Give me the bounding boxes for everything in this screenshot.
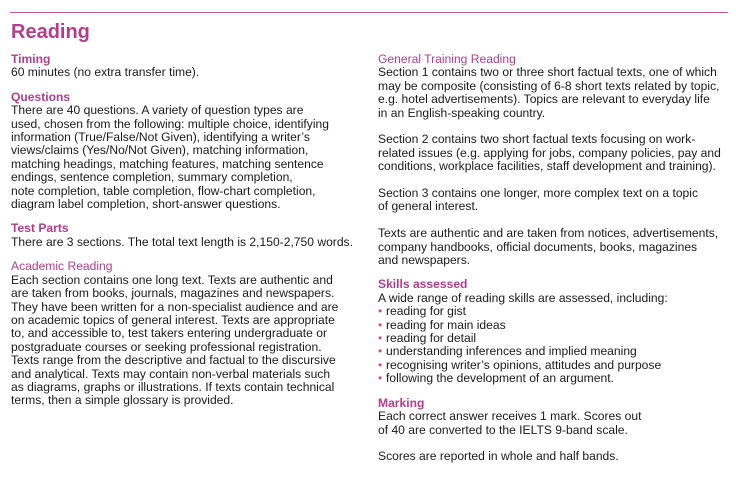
text-line: matching headings, matching features, matching sentence xyxy=(11,156,324,171)
text-line: are taken from books, journals, magazines and newspapers. xyxy=(11,286,335,301)
skill-text: following the development of an argument. xyxy=(386,371,614,386)
timing-section xyxy=(11,53,366,80)
text-line: Texts are authentic and are taken from notices, advertisements, xyxy=(378,226,719,241)
text-line: They have been written for a non-specialist audience and are xyxy=(11,299,339,314)
list-item xyxy=(378,332,733,345)
list-item xyxy=(378,345,733,358)
bullet-icon: • xyxy=(378,331,383,346)
general-para-2 xyxy=(378,133,733,173)
test-parts-heading: Test Parts xyxy=(11,221,69,236)
text-line: and analytical. Texts may contain non-verbal materials such xyxy=(11,366,331,381)
text-line: related issues (e.g. applying for jobs, company policies, pay and xyxy=(378,145,721,160)
text-line: Texts range from the descriptive and factual to the discursive xyxy=(11,353,336,368)
test-parts-text xyxy=(11,236,366,249)
text-line: on academic topics of general interest. Texts are appropriate xyxy=(11,312,335,327)
marking-para-2 xyxy=(378,450,733,463)
academic-reading-text xyxy=(11,274,366,408)
text-line: Section 1 contains two or three short factual texts, one of which xyxy=(378,65,717,80)
bullet-icon: • xyxy=(378,371,383,386)
text-line: information (True/False/Not Given), identifying a writer’s xyxy=(11,130,310,145)
marking-section xyxy=(378,397,733,464)
text-line: may be composite (consisting of 6-8 short texts related by topic, xyxy=(378,78,720,93)
test-parts-section xyxy=(11,222,366,249)
general-training-section xyxy=(378,53,733,267)
text-line: of general interest. xyxy=(378,199,479,214)
text-line: postgraduate courses or seeking professional registration. xyxy=(11,339,322,354)
text-line: There are 3 sections. The total text length is 2,150-2,750 words. xyxy=(11,234,353,249)
list-item xyxy=(378,305,733,318)
skills-intro: A wide range of reading skills are assessed, including: xyxy=(378,290,668,305)
text-line: Each correct answer receives 1 mark. Scores out xyxy=(378,409,642,424)
general-para-3 xyxy=(378,187,733,214)
text-line: views/claims (Yes/No/Not Given), matching information, xyxy=(11,143,309,158)
general-training-heading: General Training Reading xyxy=(378,52,516,66)
text-line: conditions, workplace facilities, staff development and training). xyxy=(378,159,716,174)
top-divider xyxy=(10,12,728,13)
skills-list xyxy=(378,305,733,385)
questions-heading: Questions xyxy=(11,89,71,104)
timing-text xyxy=(11,66,366,79)
list-item xyxy=(378,372,733,385)
text-line: as diagrams, graphs or illustrations. If texts contain technical xyxy=(11,379,335,394)
skills-assessed-section xyxy=(378,278,733,385)
skill-text: reading for detail xyxy=(386,331,477,346)
text-line: Each section contains one long text. Texts are authentic and xyxy=(11,272,333,287)
right-column xyxy=(378,53,733,475)
skill-text: understanding inferences and implied meaning xyxy=(386,344,637,359)
text-line: of 40 are converted to the IELTS 9-band scale. xyxy=(378,422,628,437)
bullet-icon: • xyxy=(378,357,383,372)
text-line: There are 40 questions. A variety of question types are xyxy=(11,103,304,118)
timing-heading: Timing xyxy=(11,52,51,66)
text-line: e.g. hotel advertisements). Topics are relevant to everyday life xyxy=(378,92,710,107)
text-line: Section 3 contains one longer, more complex text on a topic xyxy=(378,186,698,201)
text-line: used, chosen from the following: multiple choice, identifying xyxy=(11,116,329,131)
text-line: Scores are reported in whole and half bands. xyxy=(378,449,619,464)
text-line: terms, then a simple glossary is provided. xyxy=(11,393,234,408)
academic-reading-heading: Academic Reading xyxy=(11,259,113,274)
bullet-icon: • xyxy=(378,344,383,359)
list-item xyxy=(378,319,733,332)
skills-assessed-heading: Skills assessed xyxy=(378,277,468,292)
marking-heading: Marking xyxy=(378,395,425,410)
text-line: diagram label completion, short-answer questions. xyxy=(11,197,281,212)
bullet-icon: • xyxy=(378,304,383,319)
bullet-icon: • xyxy=(378,317,383,332)
skill-text: recognising writer’s opinions, attitudes and purpose xyxy=(386,357,662,372)
text-line: and newspapers. xyxy=(378,253,471,268)
text-line: note completion, table completion, flow-chart completion, xyxy=(11,183,316,198)
skill-text: reading for main ideas xyxy=(386,317,506,332)
text-line: in an English-speaking country. xyxy=(378,105,546,120)
text-line: Section 2 contains two short factual texts focusing on work- xyxy=(378,132,696,147)
text-line: to, and accessible to, test takers entering undergraduate or xyxy=(11,326,327,341)
text-line: company handbooks, official documents, books, magazines xyxy=(378,239,698,254)
general-para-1 xyxy=(378,66,733,120)
left-column xyxy=(11,53,366,419)
marking-para-1 xyxy=(378,410,733,437)
questions-section xyxy=(11,91,366,212)
list-item xyxy=(378,359,733,372)
academic-reading-section xyxy=(11,260,366,407)
skill-text: reading for gist xyxy=(386,304,466,319)
questions-text xyxy=(11,104,366,211)
page-title: Reading xyxy=(11,21,90,43)
text-line: endings, sentence completion, summary completion, xyxy=(11,170,293,185)
text-line: 60 minutes (no extra transfer time). xyxy=(11,65,200,80)
general-para-4 xyxy=(378,227,733,267)
